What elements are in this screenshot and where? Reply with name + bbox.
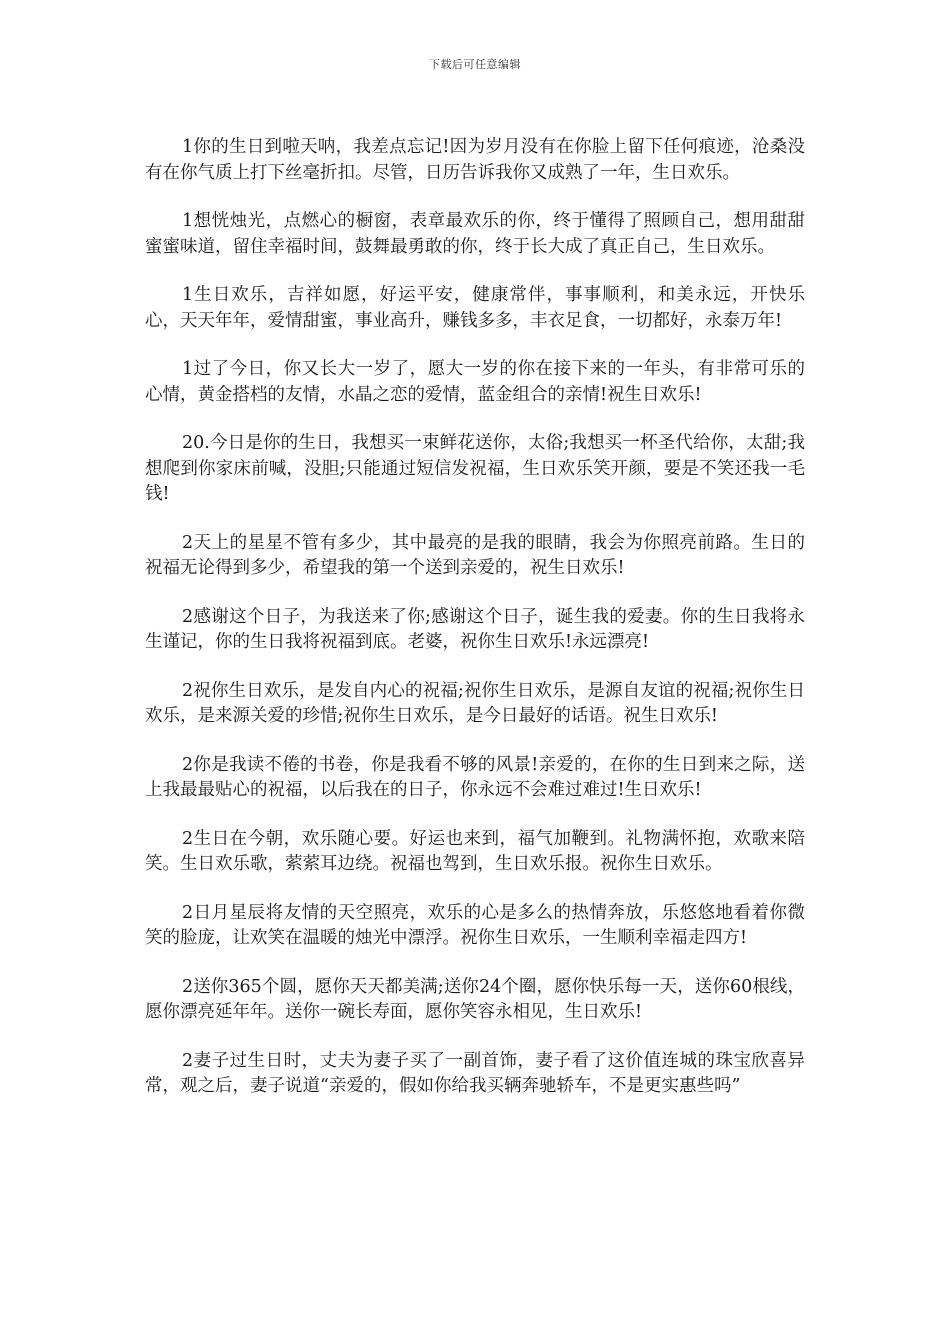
paragraph-6: 2天上的星星不管有多少，其中最亮的是我的眼睛，我会为你照亮前路。生日的祝福无论得到多少，希望我的第一个送到亲爱的，祝生日欢乐!	[145, 532, 805, 578]
document-body	[145, 135, 805, 1123]
paragraph-11: 2日月星辰将友情的天空照亮，欢乐的心是多么的热情奔放，乐悠悠地看着你微笑的脸庞，让欢笑在温暖的烛光中漂浮。祝你生日欢乐，一生顺利幸福走四方!	[145, 902, 805, 948]
paragraph-12: 2送你365个圆，愿你天天都美满;送你24个圈，愿你快乐每一天，送你60根线，愿你漂亮延年年。送你一碗长寿面，愿你笑容永相见，生日欢乐!	[145, 976, 805, 1022]
paragraph-7: 2感谢这个日子，为我送来了你;感谢这个日子，诞生我的爱妻。你的生日我将永生谨记，你的生日我将祝福到底。老婆，祝你生日欢乐!永远漂亮!	[145, 606, 805, 652]
paragraph-8: 2祝你生日欢乐，是发自内心的祝福;祝你生日欢乐，是源自友谊的祝福;祝你生日欢乐，是来源关爱的珍惜;祝你生日欢乐，是今日最好的话语。祝生日欢乐!	[145, 680, 805, 726]
paragraph-5: 20.今日是你的生日，我想买一束鲜花送你，太俗;我想买一杯圣代给你，太甜;我想爬到你家床前喊，没胆;只能通过短信发祝福，生日欢乐笑开颜，要是不笑还我一毛钱!	[145, 433, 805, 504]
page-header: 下载后可任意编辑	[429, 58, 521, 71]
paragraph-3: 1生日欢乐，吉祥如愿，好运平安，健康常伴，事事顺利，和美永远，开快乐心，天天年年，爱情甜蜜，事业高升，赚钱多多，丰衣足食，一切都好，永泰万年!	[145, 285, 805, 331]
paragraph-2: 1想恍烛光，点燃心的橱窗，表章最欢乐的你，终于懂得了照顾自己，想用甜甜蜜蜜味道，留住幸福时间，鼓舞最勇敢的你，终于长大成了真正自己，生日欢乐。	[145, 211, 805, 257]
paragraph-13: 2妻子过生日时，丈夫为妻子买了一副首饰，妻子看了这价值连城的珠宝欣喜异常，观之后，妻子说道“亲爱的，假如你给我买辆奔驰轿车，不是更实惠些吗”	[145, 1050, 805, 1096]
paragraph-9: 2你是我读不倦的书卷，你是我看不够的风景!亲爱的，在你的生日到来之际，送上我最最贴心的祝福，以后我在的日子，你永远不会难过难过!生日欢乐!	[145, 754, 805, 800]
paragraph-1: 1你的生日到啦天呐，我差点忘记!因为岁月没有在你脸上留下任何痕迹，沧桑没有在你气质上打下丝毫折扣。尽管，日历告诉我你又成熟了一年，生日欢乐。	[145, 137, 805, 183]
paragraph-10: 2生日在今朝，欢乐随心要。好运也来到，福气加鞭到。礼物满怀抱，欢歌来陪笑。生日欢乐歌，萦萦耳边绕。祝福也驾到，生日欢乐报。祝你生日欢乐。	[145, 828, 805, 874]
paragraph-4: 1过了今日，你又长大一岁了，愿大一岁的你在接下来的一年头，有非常可乐的心情，黄金搭档的友情，水晶之恋的爱情，蓝金组合的亲情!祝生日欢乐!	[145, 359, 805, 405]
